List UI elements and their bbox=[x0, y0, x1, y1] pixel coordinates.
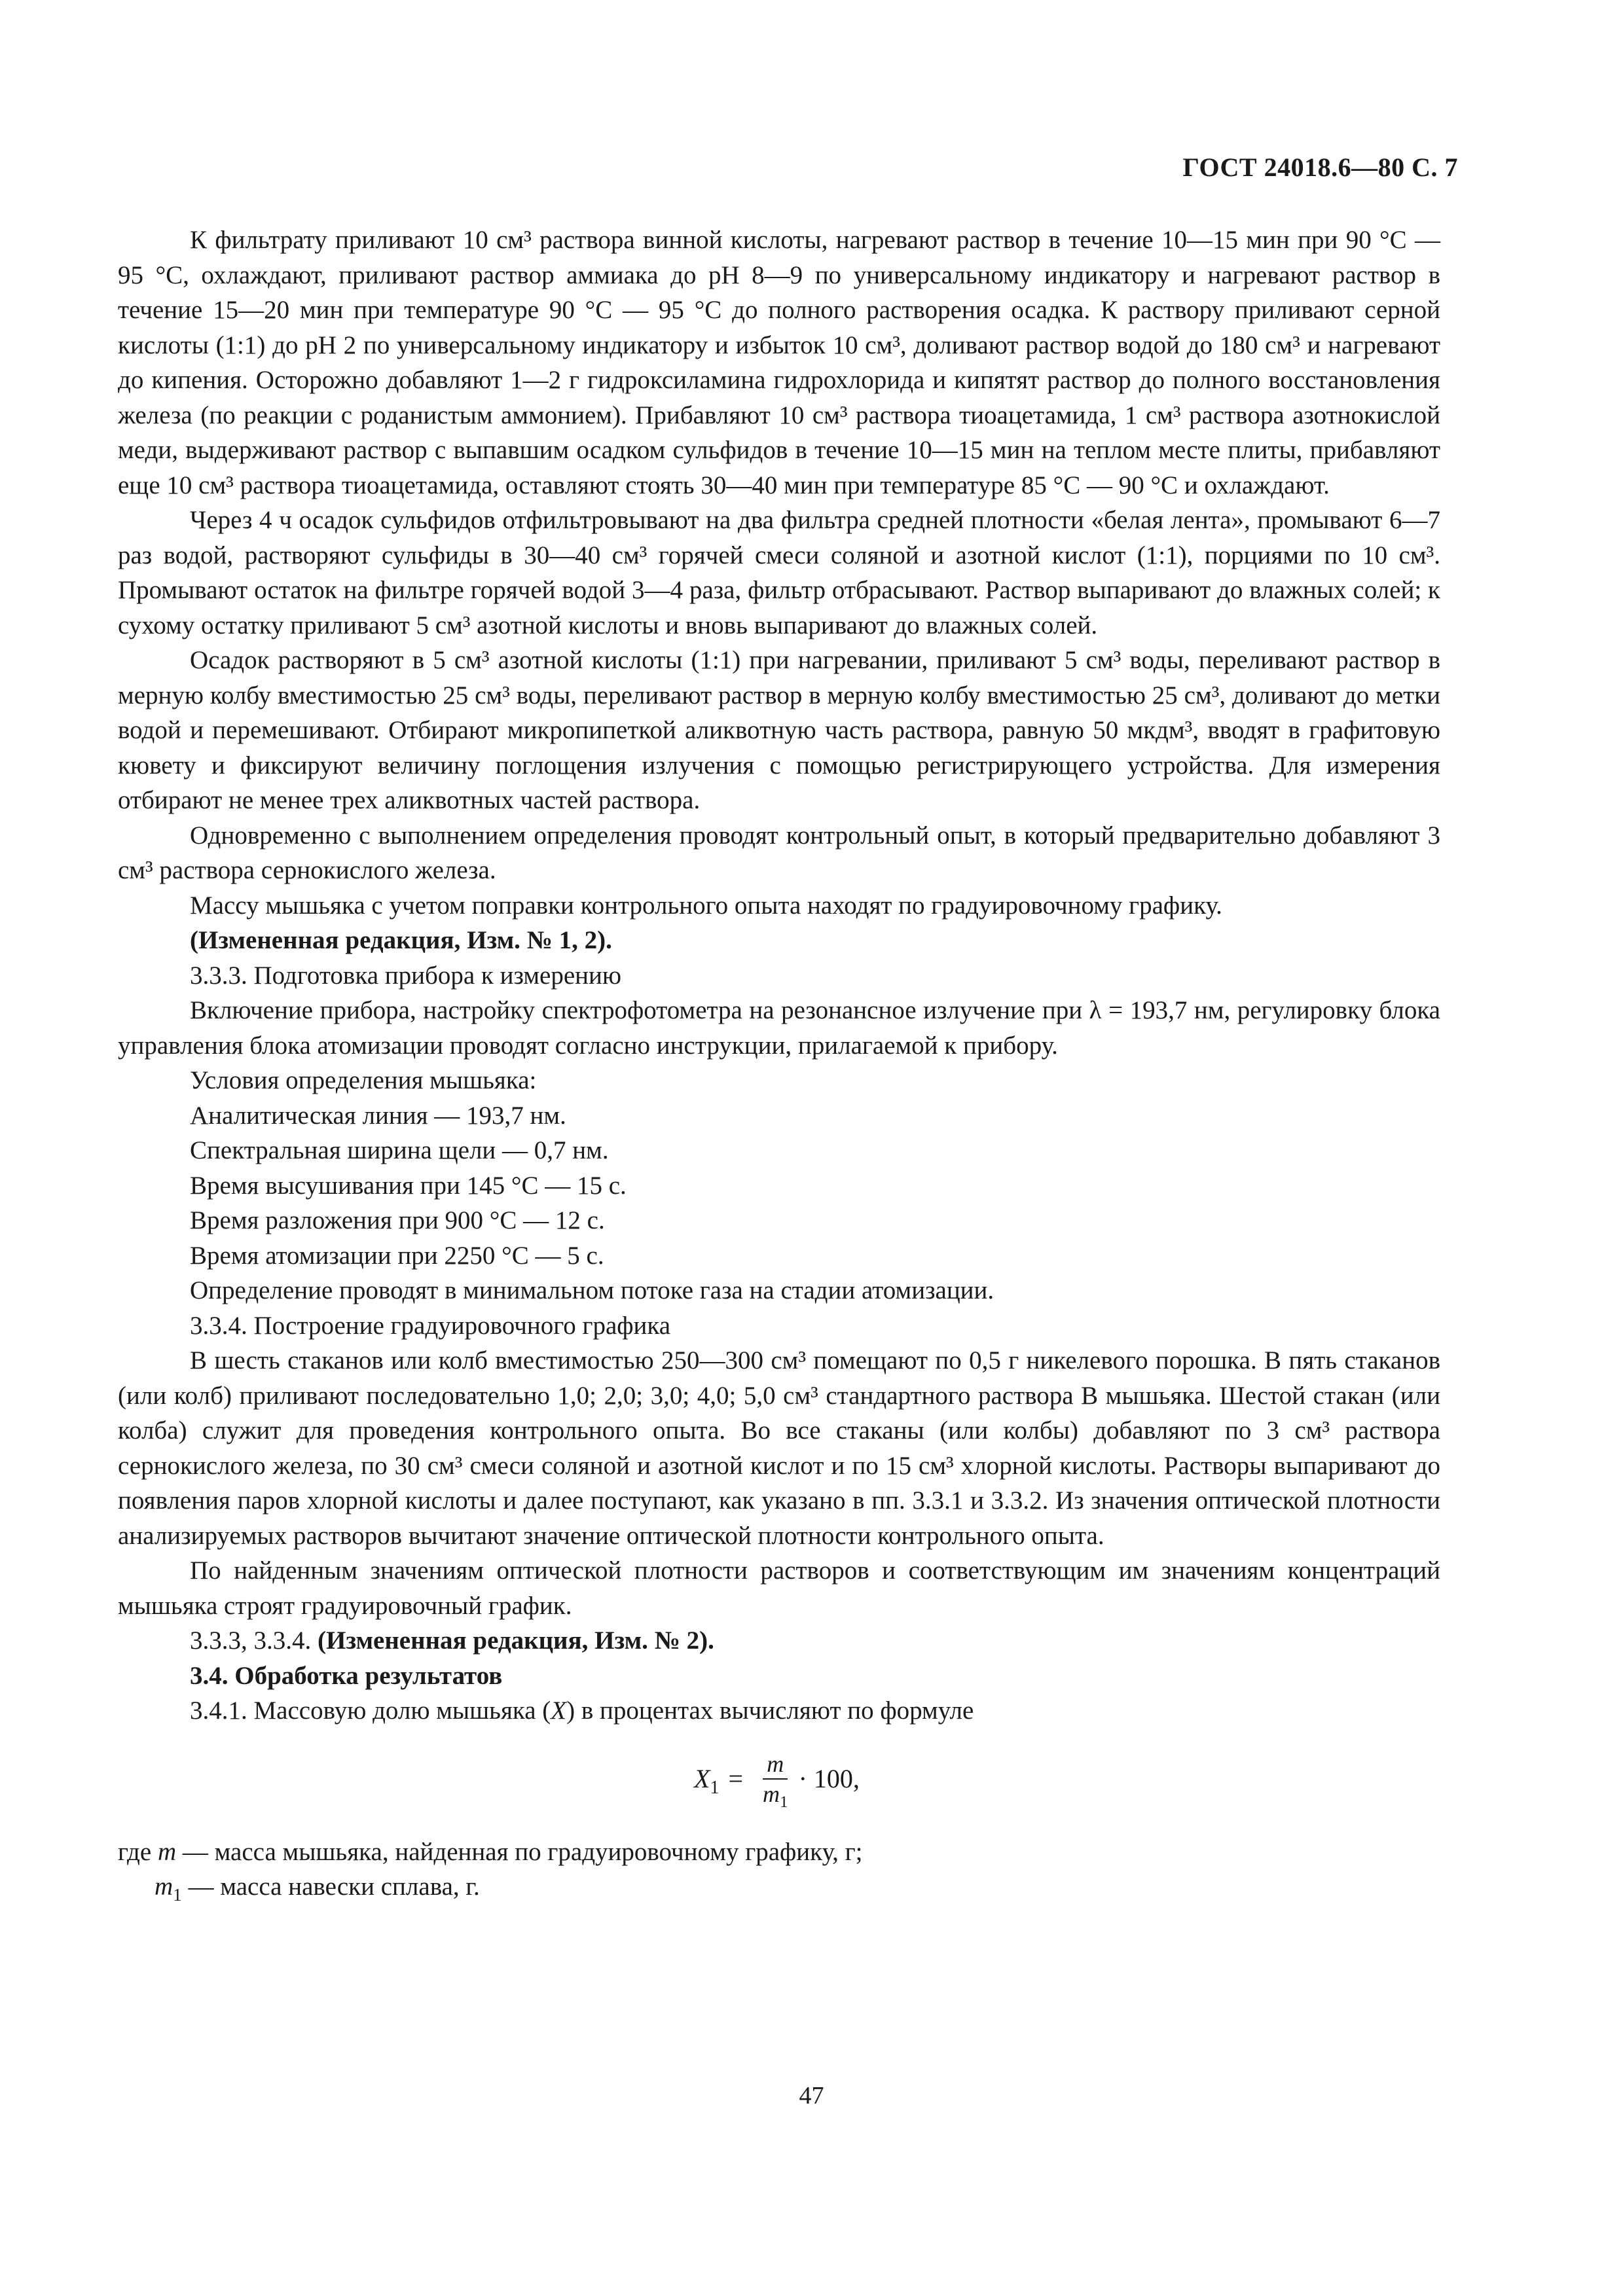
where-var-m1: m bbox=[155, 1873, 173, 1901]
where-line-m1 bbox=[118, 1869, 1440, 1905]
formula-fraction bbox=[759, 1749, 792, 1811]
section-heading-3-4: 3.4. Обработка результатов bbox=[190, 1661, 503, 1690]
amendment-note: (Измененная редакция, Изм. № 1, 2). bbox=[190, 926, 612, 954]
where-text-m1: — масса навески сплава, г. bbox=[181, 1873, 480, 1901]
section-3-4-1 bbox=[118, 1693, 1440, 1729]
section-heading-3-3-3: 3.3.3. Подготовка прибора к измерению bbox=[190, 961, 622, 990]
condition-decomposition-time: Время разложения при 900 °С — 12 с. bbox=[190, 1206, 605, 1234]
paragraph-instrument-setup: Включение прибора, настройку спектрофотометра на резонансное излучение при λ = 193,7 нм, регулировку блока управления блока атомизации проводят согласно инструкции, прилагаемой к прибору. bbox=[118, 996, 1440, 1060]
condition-slit-width: Спектральная ширина щели — 0,7 нм. bbox=[190, 1136, 609, 1164]
formula-numerator bbox=[763, 1749, 788, 1780]
where-sub-m1: 1 bbox=[173, 1884, 182, 1905]
paragraph-sulfide-filtering: Через 4 ч осадок сульфидов отфильтровывают на два фильтра средней плотности «белая лента», промывают 6—7 раз водой, растворяют сульфиды в 30—40 см³ горячей смеси соляной и азотной кислот (1:1), порциями по 10 см³. Промывают остаток на фильтре горячей водой 3—4 раза, фильтр отбрасывают. Раствор выпаривают до влажных солей; к сухому остатку приливают 5 см³ азотной кислоты и вновь выпаривают до влажных солей. bbox=[118, 506, 1440, 639]
condition-atomization-time: Время атомизации при 2250 °С — 5 с. bbox=[190, 1241, 604, 1270]
formula-lhs bbox=[694, 1761, 719, 1797]
variable-x: X bbox=[551, 1696, 567, 1725]
where-prefix: где bbox=[118, 1837, 158, 1866]
condition-analytical-line: Аналитическая линия — 193,7 нм. bbox=[190, 1101, 566, 1130]
section-heading-3-3-4: 3.3.4. Построение градуировочного графика bbox=[190, 1311, 671, 1340]
where-line-m bbox=[118, 1835, 1440, 1870]
formula-equals: = bbox=[728, 1763, 743, 1793]
amendment-clauses: 3.3.3, 3.3.4. bbox=[190, 1626, 312, 1655]
paragraph-calibration-graph: По найденным значениям оптической плотности растворов и соответствующим им значениям концентраций мышьяка строят градуировочный график. bbox=[118, 1556, 1440, 1620]
amendment-note-2 bbox=[118, 1623, 1440, 1659]
formula-numerator-var: m bbox=[767, 1750, 784, 1777]
document-body bbox=[118, 223, 1440, 1905]
page-header: ГОСТ 24018.6—80 С. 7 bbox=[1182, 152, 1458, 182]
formula-lhs-sub: 1 bbox=[710, 1777, 720, 1798]
condition-gas-flow: Определение проводят в минимальном потоке газа на стадии атомизации. bbox=[190, 1276, 994, 1304]
paragraph-filtrate: К фильтрату приливают 10 см³ раствора винной кислоты, нагревают раствор в течение 10—15 мин при 90 °С — 95 °С, охлаждают, приливают раствор аммиака до рН 8—9 по универсальному индикатору и нагревают раствор в течение 15—20 мин при температуре 90 °С — 95 °С до полного растворения осадка. К раствору приливают серной кислоты (1:1) до рН 2 по универсальному индикатору и избыток 10 см³, доливают раствор водой до 180 см³ и нагревают до кипения. Осторожно добавляют 1—2 г гидроксиламина гидрохлорида и кипятят раствор до полного восстановления железа (по реакции с роданистым аммонием). Прибавляют 10 см³ раствора тиоацетамида, 1 см³ раствора азотнокислой меди, выдерживают раствор с выпавшим осадком сульфидов в течение 10—15 мин на теплом месте плиты, прибавляют еще 10 см³ раствора тиоацетамида, оставляют стоять 30—40 мин при температуре 85 °С — 90 °С и охлаждают. bbox=[118, 226, 1440, 499]
where-var-m: m bbox=[157, 1837, 177, 1866]
page-number: 47 bbox=[799, 2082, 824, 2109]
where-text-m: — масса мышьяка, найденная по градуировочному графику, г; bbox=[176, 1837, 863, 1866]
section-3-4-1-prefix: 3.4.1. Массовую долю мышьяка ( bbox=[190, 1696, 551, 1725]
section-3-4-1-suffix: ) в процентах вычисляют по формуле bbox=[566, 1696, 974, 1725]
amendment-text: (Измененная редакция, Изм. № 2). bbox=[318, 1626, 714, 1655]
condition-drying-time: Время высушивания при 145 °С — 15 с. bbox=[190, 1171, 627, 1200]
paragraph-calibration: В шесть стаканов или колб вместимостью 250—300 см³ помещают по 0,5 г никелевого порошка. В пять стаканов (или колб) приливают последовательно 1,0; 2,0; 3,0; 4,0; 5,0 см³ стандартного раствора В мышьяка. Шестой стакан (или колба) служит для проведения контрольного опыта. Во все стаканы (или колбы) добавляют по 3 см³ раствора сернокислого железа, по 30 см³ смеси соляной и азотной кислот и по 15 см³ хлорной кислоты. Растворы выпаривают до появления паров хлорной кислоты и далее поступают, как указано в пп. 3.3.1 и 3.3.2. Из значения оптической плотности анализируемых растворов вычитают значение оптической плотности контрольного опыта. bbox=[118, 1346, 1440, 1550]
formula-denominator-var: m bbox=[763, 1780, 780, 1807]
formula-rhs: · 100, bbox=[798, 1763, 860, 1793]
formula-denominator bbox=[759, 1780, 792, 1811]
formula-lhs-var: X bbox=[694, 1763, 710, 1793]
paragraph-control-experiment: Одновременно с выполнением определения проводят контрольный опыт, в который предварительно добавляют 3 см³ раствора сернокислого железа. bbox=[118, 821, 1440, 884]
conditions-heading: Условия определения мышьяка: bbox=[190, 1066, 537, 1094]
formula bbox=[118, 1749, 1440, 1811]
formula-denominator-sub: 1 bbox=[780, 1793, 788, 1811]
paragraph-dissolve-precipitate: Осадок растворяют в 5 см³ азотной кислоты (1:1) при нагревании, приливают 5 см³ воды, переливают раствор в мерную колбу вместимостью 25 см³ воды, переливают раствор в мерную колбу вместимостью 25 см³, доливают до метки водой и перемешивают. Отбирают микропипеткой аликвотную часть раствора, равную 50 мкдм³, вводят в графитовую кювету и фиксируют величину поглощения излучения с помощью регистрирующего устройства. Для измерения отбирают не менее трех аликвотных частей раствора. bbox=[118, 646, 1440, 814]
paragraph-arsenic-mass: Массу мышьяка с учетом поправки контрольного опыта находят по градуировочному графику. bbox=[190, 891, 1222, 920]
